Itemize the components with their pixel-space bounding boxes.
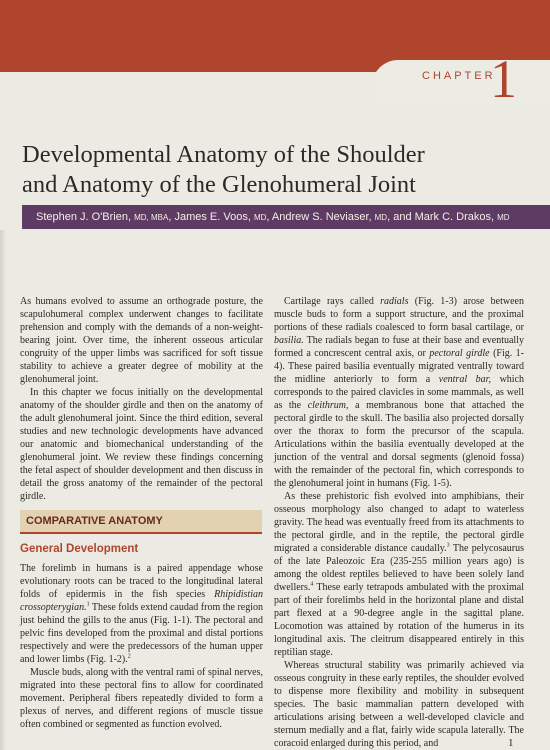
chapter-number: 1: [490, 49, 517, 109]
text-run: These early tetrapods ambulated with the proximal part of their forelimbs held in the horizontal plane and distal part flexed at a 90-degree angle in the sagittal plane. Locomotion was attained by rotation of the humerus in its longitudinal axis. The cleitrum disappeared entirely in this reptilian stage.: [274, 582, 524, 658]
author-name: , and Mark C. Drakos,: [387, 211, 495, 223]
author-name: Stephen J. O'Brien,: [36, 211, 132, 223]
reference-marker: 3: [446, 542, 450, 549]
text-run: These folds extend caudad from the region just behind the gills to the anus (Fig. 1-1). The pectoral and pelvic fins developed from the proximal and distal portions respectively and were the predecessors of the human upper and lower limbs (Fig. 1-2).: [20, 602, 263, 665]
term: radials: [380, 296, 409, 307]
text-run: (Fig. 1-4). These paired basilia eventually migrated ventrally toward the midline anteriorly to form a: [274, 348, 525, 385]
author-name: , James E. Voos,: [168, 211, 251, 223]
body-paragraph: Muscle buds, along with the ventral rami of spinal nerves, migrated into these pectoral fins to allow for coordinated movement. Peripheral fibers repeatedly divided to form a plexus of nerves, and different regions of muscle tissue often combined or segmented as function evolved.: [20, 667, 263, 730]
body-paragraph: [20, 562, 263, 666]
author-degree: MD: [497, 213, 510, 222]
term: basilia.: [274, 335, 304, 346]
text-run: As these prehistoric fish evolved into amphibians, their osseous morphology also changed to adapt to waterless gravity. The head was eventually freed from its attachments to the pectoral girdle, and in the reptile, the pectoral girdle migrated a considerable distance caudally.: [274, 491, 524, 554]
chapter-tab: [372, 60, 550, 108]
species-name: Rhipidistian crossopterygian.: [20, 589, 263, 613]
reference-marker: 4: [310, 581, 314, 588]
body-paragraph: [274, 490, 524, 659]
author-degree: MD: [253, 213, 267, 222]
page-gutter-shadow: [0, 230, 6, 750]
text-run: which corresponds to the paired clavicles in some mammals, as well as the: [274, 374, 525, 411]
term: cleithrum,: [307, 400, 349, 411]
author-band: [22, 205, 550, 229]
author-name: , Andrew S. Neviaser,: [266, 211, 372, 223]
chapter-label: CHAPTER: [422, 70, 496, 82]
intro-paragraph: In this chapter we focus initially on the developmental anatomy of the shoulder girdle and then on the anatomy of the adult glenohumeral joint. Since the third edition, several studies and new technologic developments have advanced our anatomic and biomechanical understanding of the glenohumeral joint. We review these findings concerning the fetal aspect of shoulder development and then discuss in detail the gross anatomy of the remainder of the pectoral girdle.: [20, 387, 263, 502]
chapter-title-line2: and Anatomy of the Glenohumeral Joint: [22, 171, 416, 198]
general-development-column: [20, 562, 263, 731]
right-column: [274, 295, 524, 750]
text-run: The radials began to fuse at their base and eventually formed a concrescent central axis, or: [274, 335, 524, 359]
text-run: a membranous bone that attached the pectoral girdle to the skull. The basilia also projected dorsally over the thorax to form the precursor of the scapula. Articulations within the basilia eventually developed at the junction of the ventral and dorsal segments (glenoid fossa) with the remainder of the pectoral fin, which corresponds to the glenohumeral joint in humans (Fig. 1-5).: [274, 400, 524, 489]
chapter-title: [22, 140, 532, 200]
reference-marker: 2: [127, 653, 131, 660]
text-run: (Fig. 1-3) arose between muscle buds to form a support structure, and the proximal portions of these radials coalesced to form basal cartilage, or: [274, 296, 524, 333]
body-paragraph: [274, 295, 524, 490]
text-run: The forelimb in humans is a paired appendage whose evolutionary roots can be traced to the longitudinal lateral folds of epidermis in the fish species: [20, 563, 263, 600]
section-heading: COMPARATIVE ANATOMY: [26, 515, 163, 527]
author-degree: MD: [374, 213, 388, 222]
text-run: The pelycosaurus of the late Paleozoic Era (235-255 million years ago) is among the oldest reptiles believed to have been solely land dwellers.: [274, 543, 525, 593]
intro-column: [20, 295, 263, 503]
author-degree: MD, MBA: [134, 213, 169, 222]
term: ventral bar,: [438, 374, 491, 385]
author-list: [36, 210, 546, 225]
text-run: Cartilage rays called: [284, 296, 381, 307]
term: pectoral girdle: [429, 348, 490, 359]
subsection-heading: General Development: [20, 543, 139, 555]
body-paragraph: Whereas structural stability was primarily achieved via osseous congruity in these early reptiles, the shoulder evolved to dispense more flexibility and mobility in subsequent species. The basic mammalian pattern developed with articulations arising between a well-developed clavicle and sternum medially and a flat, fairly wide scapula laterally. The coracoid enlarged during this period, and: [274, 660, 524, 749]
page-number: 1: [508, 737, 514, 749]
chapter-title-line1: Developmental Anatomy of the Shoulder: [22, 141, 425, 168]
section-heading-bar: [20, 510, 262, 534]
intro-paragraph: As humans evolved to assume an orthograde posture, the scapulohumeral complex underwent changes to facilitate prehension and comply with the demands of a non-weight-bearing joint. Over time, the inherent osseous articular congruity of the upper limbs was sacrificed for soft tissue stability to achieve a greater degree of mobility at the glenohumeral joint.: [20, 296, 263, 385]
reference-marker: 1: [86, 601, 90, 608]
